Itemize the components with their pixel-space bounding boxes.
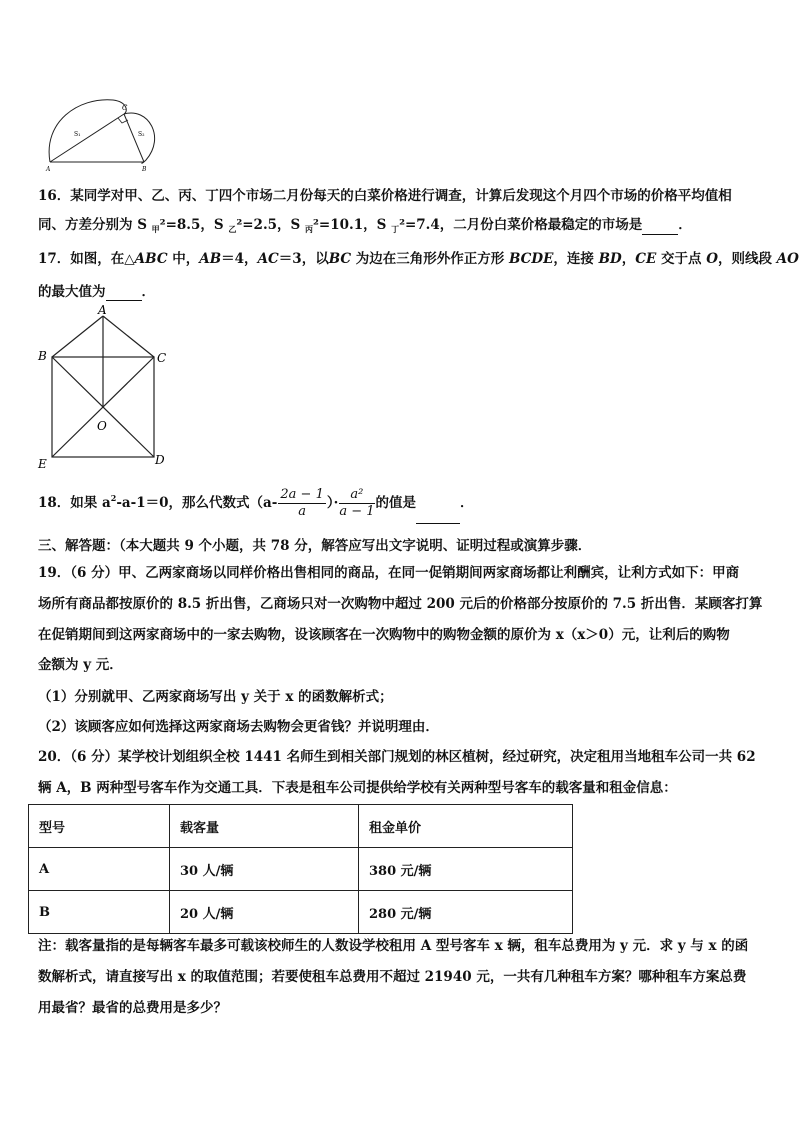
q16-answer-blank [642, 220, 678, 235]
q18-answer-blank [416, 509, 460, 524]
q18-fraction-1 [278, 487, 325, 520]
q18-frac1-denominator: a [298, 504, 307, 519]
q19-line4: 金额为 y 元． [38, 657, 123, 673]
q18-sup: 2 [110, 493, 117, 503]
q20-note-line3: 用最省？最省的总费用是多少？ [38, 1000, 227, 1016]
label-d: D [155, 453, 165, 467]
q17-mid1: 中， [167, 251, 200, 267]
q18-end: ． [460, 495, 474, 511]
q18-fraction-2 [339, 487, 374, 520]
q18-mid2: ）· [326, 495, 339, 511]
label-c: C [157, 351, 167, 365]
segment-ab [52, 316, 103, 357]
figure-square-triangle [34, 302, 174, 472]
label-s1: S₁ [74, 131, 81, 138]
q16-line2 [38, 216, 692, 235]
segment-ac [103, 316, 154, 357]
q17-line2-text: 的最大值为 [38, 284, 106, 300]
q20-note-line2: 数解析式，请直接写出 x 的取值范围；若要使租车总费用不超过 21940 元，一共有几种租车方案？哪种租车方案总费 [38, 969, 747, 985]
label-b: B [142, 166, 147, 173]
bus-info-table [28, 804, 573, 934]
q19-line2: 场所有商品都按原价的 8.5 折出售，乙商场只对一次购物中超过 200 元后的价格部分按原价的 7.5 折出售．某顾客打算 [38, 596, 763, 612]
q18-mid: -a-1＝0，那么代数式（a- [116, 495, 278, 511]
q16-sub-jia: 甲 [151, 224, 160, 234]
q18-frac2-numerator: a² [339, 487, 374, 504]
q16-part3: ²=2.5，S [236, 217, 305, 233]
label-a: A [46, 166, 51, 173]
q17-ab: AB [199, 251, 222, 267]
q17-triangle: △ABC [124, 251, 168, 267]
q16-part2: ²=8.5，S [159, 217, 229, 233]
q18-frac1-numerator: 2a − 1 [280, 487, 324, 502]
table-header-cell: 租金单价 [359, 805, 573, 848]
q16-part4: ²=10.1，S [313, 217, 392, 233]
q16-sub-yi: 乙 [228, 224, 237, 234]
q20-line1: 20．（6 分）某学校计划组织全校 1441 名师生到相关部门规划的林区植树，经过研究，决定租用当地租车公司一共 62 [38, 749, 756, 765]
q17-ac: AC [257, 251, 279, 267]
q17-answer-blank [106, 286, 142, 301]
q17-end: ． [141, 284, 155, 300]
table-row [29, 891, 573, 934]
q19-line3: 在促销期间到这两家商场中的一家去购物，设该顾客在一次购物中的购物金额的原价为 x（x＞0）元，让利后的购物 [38, 627, 730, 643]
q18-line [38, 483, 474, 523]
table-cell: B [29, 891, 170, 934]
table-row [29, 848, 573, 891]
label-o: O [97, 419, 107, 433]
table-header-row [29, 805, 573, 848]
q17-ao: AO [776, 251, 799, 267]
q17-eq1: ＝4， [221, 251, 258, 267]
q17-o: O [706, 251, 718, 267]
table-cell: 280 元/辆 [359, 891, 573, 934]
q17-comma: ， [621, 251, 636, 267]
table-cell: 380 元/辆 [359, 848, 573, 891]
q18-end-pre: 的值是 [375, 495, 416, 511]
q20-line2: 辆 A，B 两种型号客车作为交通工具．下表是租车公司提供给学校有关两种型号客车的载客量和租金信息： [38, 780, 677, 796]
q17-line1 [38, 250, 799, 268]
q17-mid2: 为边在三角形外作正方形 [351, 251, 510, 267]
q19-subquestion-1: （1）分别就甲、乙两家商场写出 y 关于 x 的函数解析式； [38, 689, 393, 705]
segment-ac [50, 114, 124, 162]
label-a: A [98, 303, 107, 317]
q16-line1: 16．某同学对甲、乙、丙、丁四个市场二月份每天的白菜价格进行调查，计算后发现这个月四个市场的价格平均值相 [38, 188, 732, 204]
q17-bcde: BCDE [509, 251, 554, 267]
q17-mid5: ，则线段 [717, 251, 777, 267]
label-e: E [38, 457, 47, 471]
table-header-cell: 载客量 [170, 805, 359, 848]
q16-part1: 同、方差分别为 S [38, 217, 152, 233]
q18-frac2-denominator: a − 1 [339, 504, 375, 519]
q19-subquestion-2: （2）该顾客应如何选择这两家商场去购物会更省钱？并说明理由． [38, 719, 439, 735]
q17-bc: BC [328, 251, 352, 267]
small-arc [124, 113, 155, 163]
q17-eq2: ＝3，以 [278, 251, 329, 267]
q16-part5: ²=7.4，二月份白菜价格最稳定的市场是 [399, 217, 643, 233]
large-arc [49, 100, 126, 162]
q16-sub-ding: 丁 [391, 224, 400, 234]
table-cell: A [29, 848, 170, 891]
section-3-heading: 三、解答题：（本大题共 9 个小题，共 78 分，解答应写出文字说明、证明过程或演算步骤． [38, 538, 592, 554]
table-cell: 20 人/辆 [170, 891, 359, 934]
q16-sub-bing: 丙 [305, 224, 313, 234]
q20-note-line1: 注：载客量指的是每辆客车最多可载该校师生的人数设学校租用 A 型号客车 x 辆，租车总费用为 y 元．求 y 与 x 的函 [38, 938, 749, 954]
label-s2: S₂ [138, 131, 145, 138]
table-cell: 30 人/辆 [170, 848, 359, 891]
label-b: B [38, 349, 47, 363]
q19-line1: 19．（6 分）甲、乙两家商场以同样价格出售相同的商品，在同一促销期间两家商场都让利酬宾，让利方式如下：甲商 [38, 565, 740, 581]
q17-bd: BD [598, 251, 622, 267]
q17-ce: CE [635, 251, 657, 267]
q17-line2 [38, 283, 155, 301]
q17-mid3: ，连接 [553, 251, 599, 267]
q17-mid4: 交于点 [656, 251, 707, 267]
q17-pre: 17．如图，在 [38, 251, 125, 267]
q16-end: ． [678, 217, 692, 233]
table-header-cell: 型号 [29, 805, 170, 848]
segment-cb [124, 114, 144, 162]
figure-semicircles [38, 92, 168, 172]
q18-pre: 18．如果 a [38, 495, 111, 511]
label-c: C [122, 104, 128, 112]
